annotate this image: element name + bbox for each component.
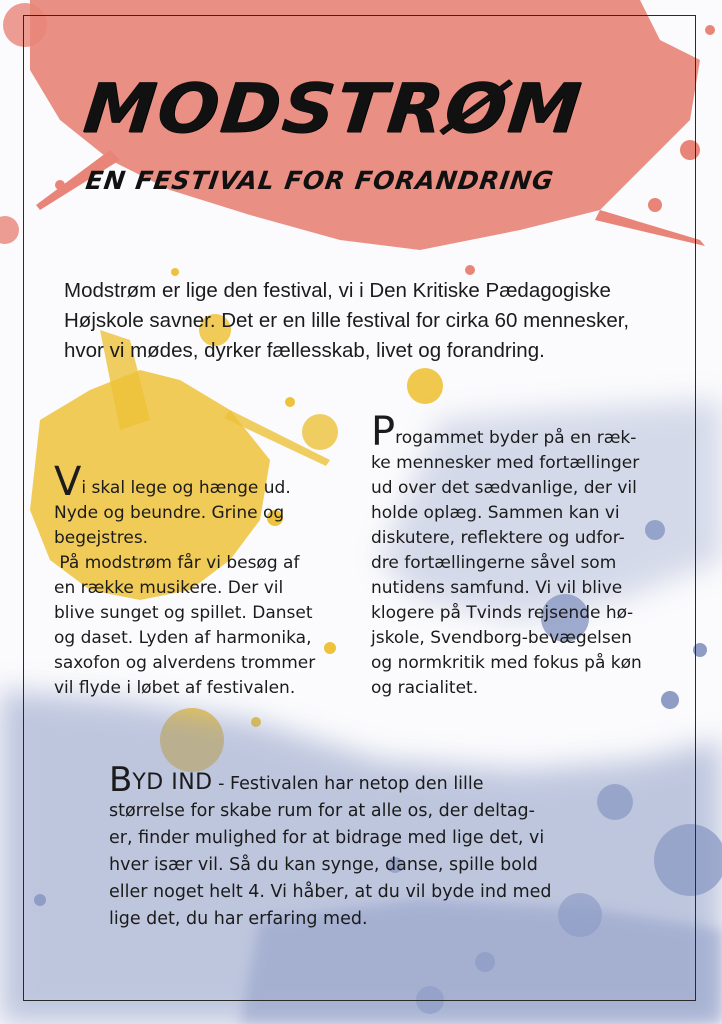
right-line: diskutere, reflektere og udfor-: [371, 528, 625, 548]
right-line: og racialitet.: [371, 678, 479, 698]
left-column-text: [54, 459, 344, 701]
left-line: begejstres.: [54, 528, 149, 548]
right-line: dre fortællingerne såvel som: [371, 553, 617, 573]
left-line: en række musikere. Der vil: [54, 578, 284, 598]
byd-ind-line: er, finder mulighed for at bidrage med lige det, vi: [109, 828, 545, 848]
left-dropcap: V: [54, 459, 82, 505]
right-line: ud over det sædvanlige, der vil: [371, 478, 637, 498]
right-dropcap: P: [371, 409, 396, 455]
right-line: rogammet byder på en ræk-: [395, 428, 637, 448]
left-line: saxofon og alverdens trommer: [54, 653, 316, 673]
left-line: vil flyde i løbet af festivalen.: [54, 678, 296, 698]
right-column-text: [371, 409, 676, 701]
byd-ind-line: hver især vil. Så du kan synge, danse, spille bold: [109, 855, 538, 875]
right-line: ke mennesker med fortællinger: [371, 453, 640, 473]
left-line: På modstrøm får vi besøg af: [54, 553, 300, 573]
left-line: i skal lege og hænge ud.: [81, 478, 291, 498]
intro-line: Højskole savner. Det er en lille festival for cirka 60 mennesker,: [64, 309, 630, 332]
intro-paragraph: [64, 276, 674, 366]
left-line: Nyde og beundre. Grine og: [54, 503, 285, 523]
festival-subtitle: EN FESTIVAL FOR FORANDRING: [83, 166, 556, 195]
byd-ind-line: størrelse for skabe rum for at alle os, der deltag-: [109, 801, 535, 821]
right-line: jskole, Svendborg-bevægelsen: [371, 628, 632, 648]
byd-ind-heading: YD IND: [132, 770, 213, 795]
left-line: og daset. Lyden af harmonika,: [54, 628, 312, 648]
right-line: holde oplæg. Sammen kan vi: [371, 503, 620, 523]
byd-ind-line: - Festivalen har netop den lille: [212, 774, 484, 794]
byd-ind-paragraph: [109, 760, 639, 933]
byd-ind-cap: B: [109, 760, 133, 800]
intro-line: hvor vi mødes, dyrker fællesskab, livet og forandring.: [64, 339, 545, 362]
right-line: nutidens samfund. Vi vil blive: [371, 578, 623, 598]
intro-line: Modstrøm er lige den festival, vi i Den Kritiske Pædagogiske: [64, 279, 611, 302]
festival-title: MODSTRØM: [79, 68, 587, 148]
byd-ind-line: lige det, du har erfaring med.: [109, 909, 368, 929]
byd-ind-line: eller noget helt 4. Vi håber, at du vil byde ind med: [109, 882, 552, 902]
right-line: og normkritik med fokus på køn: [371, 653, 642, 673]
right-line: klogere på Tvinds rejsende hø-: [371, 603, 634, 623]
left-line: blive sunget og spillet. Danset: [54, 603, 313, 623]
